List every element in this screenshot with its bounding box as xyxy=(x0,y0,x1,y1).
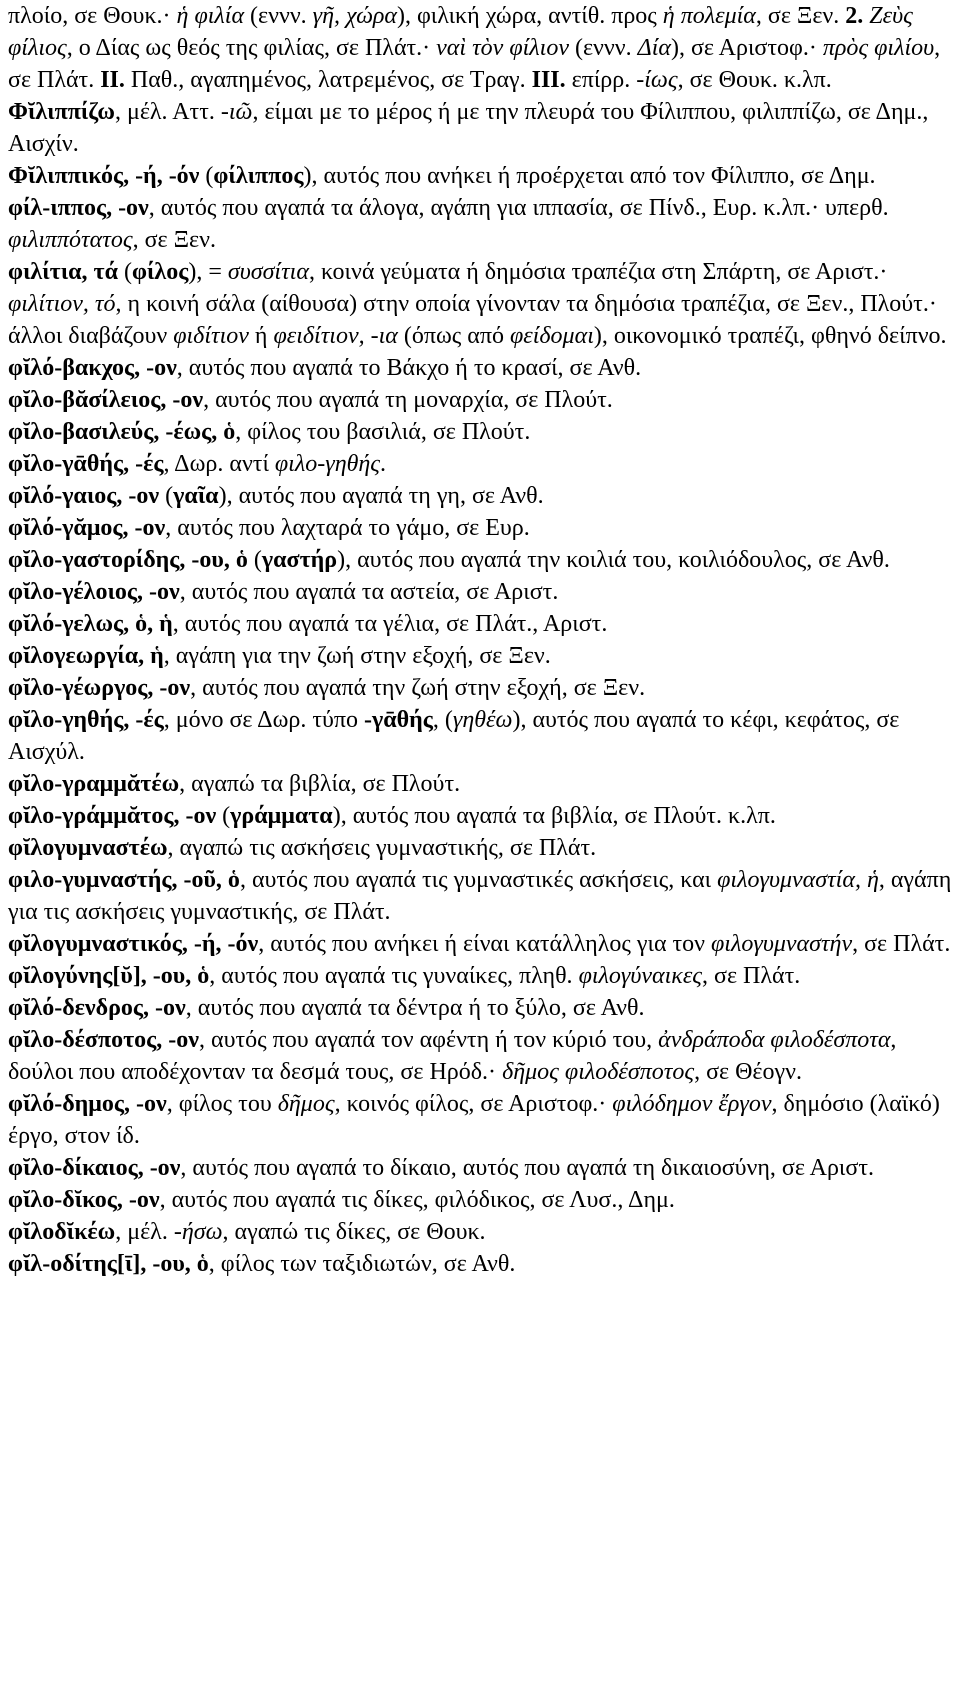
entry-headword: II. xyxy=(100,67,125,93)
entry-headword: φιλο-γυμναστής, -οῦ, ὁ xyxy=(8,867,240,893)
entry-text: ( xyxy=(216,803,231,829)
entry-headword: 2. xyxy=(845,3,864,29)
entry-headword: φῐλογύνης[ῠ], -ου, ὁ xyxy=(8,963,210,989)
entry-text: ), φιλική χώρα, αντίθ. προς xyxy=(396,3,663,29)
entry-italic-term: -ήσω xyxy=(173,1219,223,1245)
entry-text: , φίλος των ταξιδιωτών, σε Ανθ. xyxy=(208,1251,516,1277)
entry-text: , η κοινή σάλα (αίθουσα) στην οποία γίνονταν τα δημόσια τραπέζια, σε Ξεν., Πλούτ.· άλλοι διαβάζουν xyxy=(8,291,937,349)
entry-headword: γαστήρ xyxy=(261,547,338,573)
dictionary-entry xyxy=(8,960,954,992)
entry-headword: φῐλο-δίκαιος, -ον xyxy=(8,1155,181,1181)
entry-text: , αγάπη για τις ασκήσεις γυμναστικής, σε Πλάτ. xyxy=(8,867,952,925)
entry-italic-term: φιλόδημον ἔργον xyxy=(612,1091,772,1117)
entry-headword: φῐλ-οδίτης[ῑ], -ου, ὁ xyxy=(8,1251,209,1277)
entry-headword: φῐλογυμναστικός, -ή, -όν xyxy=(8,931,259,957)
entry-headword: φῐλο-βασιλεύς, -έως, ὁ xyxy=(8,419,236,445)
entry-text: , Δωρ. αντί xyxy=(163,451,275,477)
entry-text: , αυτός που λαχταρά το γάμο, σε Ευρ. xyxy=(165,515,530,541)
dictionary-entry xyxy=(8,384,954,416)
entry-italic-term: φιδίτιον xyxy=(173,323,249,349)
entry-italic-term: γῆ, χώρα xyxy=(312,3,397,29)
entry-text: . xyxy=(380,451,387,477)
entry-headword: φίλ-ιππος, -ον xyxy=(8,195,149,221)
dictionary-entry xyxy=(8,192,954,256)
entry-italic-term: φείδομαι xyxy=(509,323,594,349)
entry-text: , αυτός που αγαπά τις γυναίκες, πληθ. xyxy=(209,963,579,989)
entry-italic-term: ἡ φιλία xyxy=(176,3,245,29)
entry-italic-term: πρὸς φιλίου xyxy=(822,35,935,61)
entry-text: , αυτός που αγαπά τον αφέντη ή τον κύριό του, xyxy=(199,1027,659,1053)
entry-headword: φῐλοδῐκέω xyxy=(8,1219,116,1245)
entry-italic-term: συσσίτια xyxy=(227,259,309,285)
entry-headword: φῐλο-δῐκος, -ον xyxy=(8,1187,160,1213)
dictionary-entry xyxy=(8,832,954,864)
entry-text: , αυτός που αγαπά το δίκαιο, αυτός που αγαπά τη δικαιοσύνη, σε Αριστ. xyxy=(180,1155,874,1181)
entry-text: ( xyxy=(247,547,262,573)
entry-headword: φῐλό-δημος, -ον xyxy=(8,1091,167,1117)
entry-text: , αγαπώ τις δίκες, σε Θουκ. xyxy=(222,1219,486,1245)
entry-text: , αυτός που αγαπά τις γυμναστικές ασκήσεις, και xyxy=(239,867,718,893)
entry-italic-term: Ζεὺς φίλιος xyxy=(8,3,913,61)
entry-italic-term: φιλογυμναστία, ἡ xyxy=(717,867,879,893)
entry-italic-term: -ιῶ xyxy=(220,99,253,125)
entry-text: , σε Πλάτ. xyxy=(702,963,801,989)
entry-headword: φῐλο-γαστορίδης, -ου, ὁ xyxy=(8,547,248,573)
entry-headword: φῐλό-γελως, ὁ, ἡ xyxy=(8,611,173,637)
entry-headword: φιλίτια, τά xyxy=(8,259,119,285)
entry-text: ), αυτός που αγαπά τη γη, σε Ανθ. xyxy=(218,483,544,509)
entry-headword: φῐλό-γᾰμος, -ον xyxy=(8,515,166,541)
entry-italic-term: -ίως xyxy=(636,67,678,93)
entry-text: ), αυτός που ανήκει ή προέρχεται από τον Φίλιππο, σε Δημ. xyxy=(303,163,876,189)
dictionary-entry xyxy=(8,1088,954,1152)
dictionary-entry xyxy=(8,704,954,768)
entry-headword: φῐλό-βακχος, -ον xyxy=(8,355,177,381)
entry-headword: -γᾱθής xyxy=(363,707,433,733)
entry-headword: φῐλό-δενδρος, -ον xyxy=(8,995,186,1021)
entry-text: , αυτός που αγαπά την ζωή στην εξοχή, σε Ξεν. xyxy=(190,675,646,701)
entry-text: , κοινός φίλος, σε Αριστοφ.· xyxy=(334,1091,613,1117)
entry-text: , ( xyxy=(432,707,453,733)
entry-text: ), αυτός που αγαπά τα βιβλία, σε Πλούτ. κ.λπ. xyxy=(332,803,776,829)
dictionary-entries xyxy=(8,0,954,1280)
entry-text: , αγαπώ τα βιβλία, σε Πλούτ. xyxy=(179,771,461,797)
entry-text: , δούλοι που αποδέχονταν τα δεσμά τους, σε Ηρόδ.· xyxy=(8,1027,897,1085)
entry-headword: φῐλο-δέσποτος, -ον xyxy=(8,1027,200,1053)
entry-text: Παθ., αγαπημένος, λατρεμένος, σε Τραγ. xyxy=(124,67,532,93)
dictionary-entry xyxy=(8,96,954,160)
dictionary-entry xyxy=(8,640,954,672)
dictionary-entry xyxy=(8,1024,954,1088)
entry-text: ), αυτός που αγαπά την κοιλιά του, κοιλιόδουλος, σε Ανθ. xyxy=(337,547,890,573)
entry-text: , αυτός που αγαπά τη μοναρχία, σε Πλούτ. xyxy=(203,387,613,413)
entry-text: , κοινά γεύματα ή δημόσια τραπέζια στη Σπάρτη, σε Αριστ.· xyxy=(308,259,888,285)
entry-text: , μέλ. Αττ. xyxy=(114,99,221,125)
entry-text: ), αυτός που αγαπά το κέφι, κεφάτος, σε Αισχύλ. xyxy=(8,707,900,765)
dictionary-entry xyxy=(8,352,954,384)
entry-text: , είμαι με το μέρος ή με την πλευρά του Φίλιππου, φιλιππίζω, σε Δημ., Αισχίν. xyxy=(8,99,929,157)
entry-headword: γράμματα xyxy=(230,803,333,829)
dictionary-entry xyxy=(8,160,954,192)
entry-text: (εννν. xyxy=(568,35,638,61)
entry-italic-term: δῆμος φιλοδέσποτος xyxy=(502,1059,695,1085)
entry-text: ( xyxy=(118,259,133,285)
dictionary-entry xyxy=(8,1248,954,1280)
entry-italic-term: γηθέω xyxy=(452,707,513,733)
dictionary-entry xyxy=(8,544,954,576)
entry-headword: φῐλο-γέωργος, -ον xyxy=(8,675,191,701)
entry-headword: φῐλο-γᾱθής, -ές xyxy=(8,451,164,477)
entry-text: , δημόσιο (λαϊκό) έργο, στον ίδ. xyxy=(8,1091,940,1149)
entry-italic-term: δῆμος xyxy=(277,1091,335,1117)
entry-text: (όπως από xyxy=(397,323,510,349)
entry-text: , αγάπη για την ζωή στην εξοχή, σε Ξεν. xyxy=(163,643,551,669)
dictionary-entry xyxy=(8,512,954,544)
dictionary-entry xyxy=(8,800,954,832)
entry-italic-term: φιλογύναικες xyxy=(578,963,703,989)
entry-headword: φῐλο-γραμμᾰτέω xyxy=(8,771,180,797)
entry-headword: Φῐλιππίζω xyxy=(8,99,115,125)
entry-text: ), = xyxy=(188,259,228,285)
entry-text: ( xyxy=(199,163,214,189)
dictionary-entry xyxy=(8,1216,954,1248)
entry-text: , αγαπώ τις ασκήσεις γυμναστικής, σε Πλάτ. xyxy=(167,835,597,861)
dictionary-entry xyxy=(8,1184,954,1216)
entry-italic-term: ναὶ τὸν φίλιον xyxy=(436,35,569,61)
entry-text: , σε Πλάτ. xyxy=(8,35,941,93)
entry-italic-term: φιλο-γηθής xyxy=(274,451,381,477)
dictionary-entry xyxy=(8,576,954,608)
entry-text: ( xyxy=(159,483,174,509)
entry-italic-term: φιλιππότατος xyxy=(8,227,133,253)
entry-text: , αυτός που αγαπά το Βάκχο ή το κρασί, σε Ανθ. xyxy=(176,355,642,381)
entry-text: ή xyxy=(248,323,274,349)
entry-italic-term: Δία xyxy=(637,35,671,61)
entry-text: , μέλ. xyxy=(115,1219,174,1245)
entry-headword: φίλος xyxy=(132,259,189,285)
entry-text: , σε Ξεν. xyxy=(755,3,846,29)
entry-italic-term: φιλογυμναστήν xyxy=(711,931,853,957)
dictionary-entry xyxy=(8,256,954,352)
entry-headword: φῐλο-βᾰσίλειος, -ον xyxy=(8,387,204,413)
entry-text: , μόνο σε Δωρ. τύπο xyxy=(163,707,364,733)
dictionary-entry xyxy=(8,768,954,800)
dictionary-entry xyxy=(8,608,954,640)
entry-italic-term: φιλίτιον, τό xyxy=(8,291,116,317)
entry-headword: φῐλογυμναστέω xyxy=(8,835,168,861)
entry-text: , αυτός που αγαπά τα γέλια, σε Πλάτ., Αριστ. xyxy=(172,611,608,637)
dictionary-entry xyxy=(8,864,954,928)
entry-text: , σε Πλάτ. xyxy=(852,931,951,957)
dictionary-entry xyxy=(8,928,954,960)
entry-text: , σε Ξεν. xyxy=(132,227,216,253)
entry-headword: φῐλό-γαιος, -ον xyxy=(8,483,160,509)
entry-text: , αυτός που αγαπά τα αστεία, σε Αριστ. xyxy=(179,579,559,605)
entry-text: , φίλος του βασιλιά, σε Πλούτ. xyxy=(235,419,531,445)
entry-headword: Φῐλιππικός, -ή, -όν xyxy=(8,163,200,189)
entry-text: , αυτός που ανήκει ή είναι κατάλληλος για τον xyxy=(258,931,712,957)
entry-headword: III. xyxy=(531,67,566,93)
dictionary-entry xyxy=(8,0,954,96)
entry-headword: φῐλο-γηθής, -ές xyxy=(8,707,164,733)
dictionary-entry xyxy=(8,1152,954,1184)
dictionary-entry xyxy=(8,992,954,1024)
entry-italic-term: ἡ πολεμία xyxy=(662,3,756,29)
entry-text: , σε Θουκ. κ.λπ. xyxy=(677,67,832,93)
entry-italic-term: φειδίτιον, -ια xyxy=(273,323,398,349)
entry-headword: φῐλο-γράμμᾰτος, -ον xyxy=(8,803,217,829)
entry-headword: φίλιππος xyxy=(213,163,304,189)
entry-text: επίρρ. xyxy=(565,67,637,93)
entry-headword: φῐλογεωργία, ἡ xyxy=(8,643,164,669)
entry-text: (εννν. xyxy=(244,3,313,29)
dictionary-entry xyxy=(8,480,954,512)
entry-text: , σε Θέογν. xyxy=(694,1059,802,1085)
entry-headword: φῐλο-γέλοιος, -ον xyxy=(8,579,180,605)
entry-italic-term: ἀνδράποδα φιλοδέσποτα xyxy=(658,1027,891,1053)
entry-text: , αυτός που αγαπά τις δίκες, φιλόδικος, σε Λυσ., Δημ. xyxy=(159,1187,675,1213)
entry-text: ), σε Αριστοφ.· xyxy=(670,35,823,61)
dictionary-entry xyxy=(8,416,954,448)
entry-text: , φίλος του xyxy=(166,1091,278,1117)
entry-text: ), οικονομικό τραπέζι, φθηνό δείπνο. xyxy=(593,323,947,349)
entry-headword: γαῖα xyxy=(173,483,219,509)
entry-text: , αυτός που αγαπά τα δέντρα ή το ξύλο, σε Ανθ. xyxy=(185,995,645,1021)
dictionary-entry xyxy=(8,672,954,704)
entry-text: , ο Δίας ως θεός της φιλίας, σε Πλάτ.· xyxy=(66,35,437,61)
entry-text: πλοίο, σε Θουκ.· xyxy=(8,3,177,29)
entry-text: , αυτός που αγαπά τα άλογα, αγάπη για ιππασία, σε Πίνδ., Ευρ. κ.λπ.· υπερθ. xyxy=(148,195,889,221)
dictionary-entry xyxy=(8,448,954,480)
